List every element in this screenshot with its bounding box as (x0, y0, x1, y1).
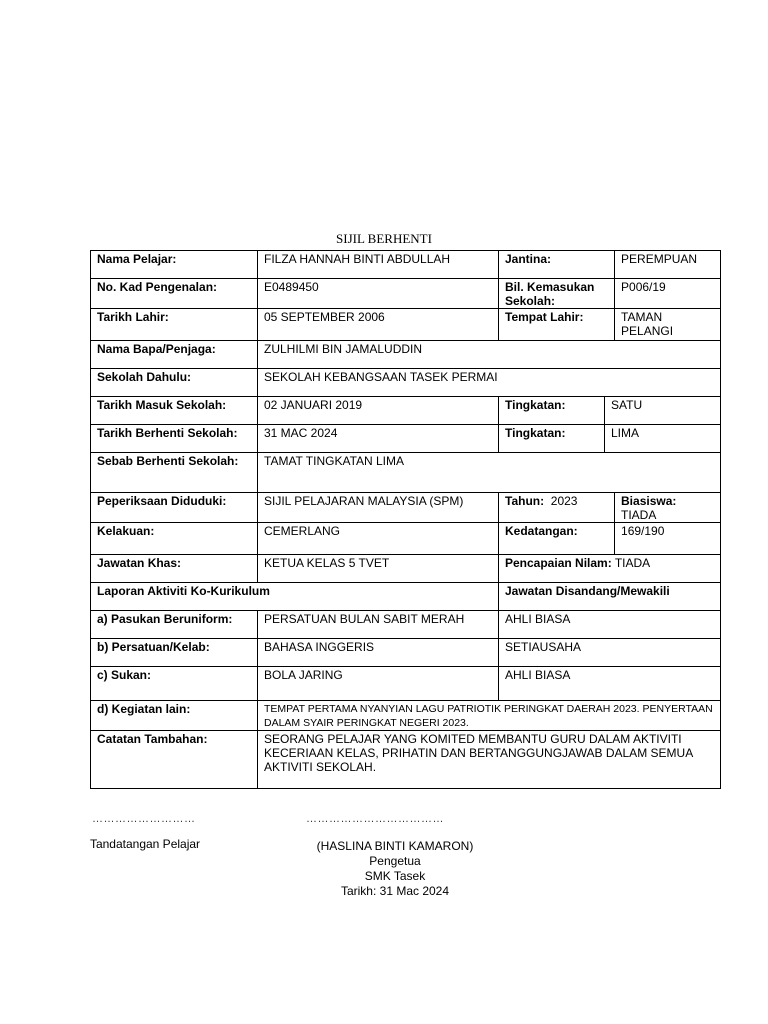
label-pencapaian-nilam: Pencapaian Nilam: (505, 556, 612, 570)
value-tarikh-lahir: 05 SEPTEMBER 2006 (258, 309, 499, 341)
value-tarikh-berhenti: 31 MAC 2024 (258, 425, 499, 453)
value-bapa-penjaga: ZULHILMI BIN JAMALUDDIN (258, 341, 721, 369)
value-catatan-tambahan: SEORANG PELAJAR YANG KOMITED MEMBANTU GURU DALAM AKTIVITI KECERIAAN KELAS, PRIHATIN DAN BERTANGGUNGJAWAB DALAM SEMUA AKTIVITI SEKOLAH. (258, 731, 721, 789)
label-sebab-berhenti: Sebab Berhenti Sekolah: (91, 453, 258, 493)
label-jawatan-khas: Jawatan Khas: (91, 555, 258, 583)
label-kad-pengenalan: No. Kad Pengenalan: (91, 279, 258, 309)
row-persatuan-kelab (91, 639, 721, 667)
value-tingkatan-masuk: SATU (605, 397, 721, 425)
label-jawatan-disandang: Jawatan Disandang/Mewakili (499, 583, 721, 611)
row-kad-pengenalan (91, 279, 721, 309)
student-signature-label: Tandatangan Pelajar (89, 837, 201, 851)
signature-date: Tarikh: 31 Mac 2024 (340, 884, 450, 898)
label-bil-kemasukan: Bil. Kemasukan Sekolah: (499, 279, 615, 309)
value-jantina: PEREMPUAN (615, 251, 721, 279)
label-sekolah-dahulu: Sekolah Dahulu: (91, 369, 258, 397)
value-bil-kemasukan: P006/19 (615, 279, 721, 309)
label-tempat-lahir: Tempat Lahir: (499, 309, 615, 341)
label-tarikh-masuk: Tarikh Masuk Sekolah: (91, 397, 258, 425)
label-laporan-koko: Laporan Aktiviti Ko-Kurikulum (91, 583, 499, 611)
principal-signature-line: ……………………………… (306, 813, 444, 825)
row-peperiksaan (91, 493, 721, 523)
row-sukan (91, 667, 721, 701)
value-kegiatan-lain: TEMPAT PERTAMA NYANYIAN LAGU PATRIOTIK PERINGKAT DAERAH 2023. PENYERTAAN DALAM SYAIR PERINGKAT NEGERI 2023. (258, 701, 721, 731)
label-biasiswa: Biasiswa: (621, 494, 677, 508)
value-peperiksaan: SIJIL PELAJARAN MALAYSIA (SPM) (258, 493, 499, 523)
row-catatan-tambahan (91, 731, 721, 789)
value-sukan: BOLA JARING (258, 667, 499, 701)
label-pasukan-beruniform: a) Pasukan Beruniform: (91, 611, 258, 639)
document-title: SIJIL BERHENTI (336, 231, 432, 246)
label-tingkatan-berhenti: Tingkatan: (499, 425, 605, 453)
label-kelakuan: Kelakuan: (91, 523, 258, 555)
row-pasukan-beruniform (91, 611, 721, 639)
row-tarikh-masuk (91, 397, 721, 425)
principal-title: Pengetua (369, 854, 421, 868)
row-sebab-berhenti (91, 453, 721, 493)
cell-tahun (499, 493, 615, 523)
label-tarikh-berhenti: Tarikh Berhenti Sekolah: (91, 425, 258, 453)
cell-biasiswa (615, 493, 721, 523)
label-bapa-penjaga: Nama Bapa/Penjaga: (91, 341, 258, 369)
value-sukan-jawatan: AHLI BIASA (499, 667, 721, 701)
value-jawatan-khas: KETUA KELAS 5 TVET (258, 555, 499, 583)
row-kegiatan-lain (91, 701, 721, 731)
value-sekolah-dahulu: SEKOLAH KEBANGSAAN TASEK PERMAI (258, 369, 721, 397)
label-nama-pelajar: Nama Pelajar: (91, 251, 258, 279)
label-kegiatan-lain: d) Kegiatan lain: (91, 701, 258, 731)
value-biasiswa: TIADA (621, 508, 657, 522)
label-jantina: Jantina: (499, 251, 615, 279)
label-catatan-tambahan: Catatan Tambahan: (91, 731, 258, 789)
row-bapa-penjaga (91, 341, 721, 369)
label-tingkatan-masuk: Tingkatan: (499, 397, 605, 425)
row-jawatan-khas (91, 555, 721, 583)
value-tempat-lahir: TAMAN PELANGI (615, 309, 721, 341)
value-kedatangan: 169/190 (615, 523, 721, 555)
value-pencapaian-nilam: TIADA (614, 556, 651, 570)
label-tarikh-lahir: Tarikh Lahir: (91, 309, 258, 341)
principal-name: (HASLINA BINTI KAMARON) (316, 839, 474, 853)
row-tarikh-lahir (91, 309, 721, 341)
row-kelakuan (91, 523, 721, 555)
label-kedatangan: Kedatangan: (499, 523, 615, 555)
certificate-table (90, 250, 721, 789)
value-tarikh-masuk: 02 JANUARI 2019 (258, 397, 499, 425)
label-sukan: c) Sukan: (91, 667, 258, 701)
row-sekolah-dahulu (91, 369, 721, 397)
value-sebab-berhenti: TAMAT TINGKATAN LIMA (258, 453, 721, 493)
value-kad-pengenalan: E0489450 (258, 279, 499, 309)
row-tarikh-berhenti (91, 425, 721, 453)
label-peperiksaan: Peperiksaan Diduduki: (91, 493, 258, 523)
label-tahun: Tahun: (505, 494, 545, 508)
value-pasukan-beruniform: PERSATUAN BULAN SABIT MERAH (258, 611, 499, 639)
value-tahun: 2023 (550, 494, 578, 508)
value-persatuan-kelab: BAHASA INGGERIS (258, 639, 499, 667)
value-pasukan-beruniform-jawatan: AHLI BIASA (499, 611, 721, 639)
value-kelakuan: CEMERLANG (258, 523, 499, 555)
cell-pencapaian-nilam (499, 555, 721, 583)
label-persatuan-kelab: b) Persatuan/Kelab: (91, 639, 258, 667)
row-laporan-koko (91, 583, 721, 611)
student-signature-line: ……………………… (92, 813, 196, 825)
value-nama-pelajar: FILZA HANNAH BINTI ABDULLAH (258, 251, 499, 279)
value-persatuan-kelab-jawatan: SETIAUSAHA (499, 639, 721, 667)
row-nama-pelajar (91, 251, 721, 279)
value-tingkatan-berhenti: LIMA (605, 425, 721, 453)
school-name: SMK Tasek (364, 869, 426, 883)
